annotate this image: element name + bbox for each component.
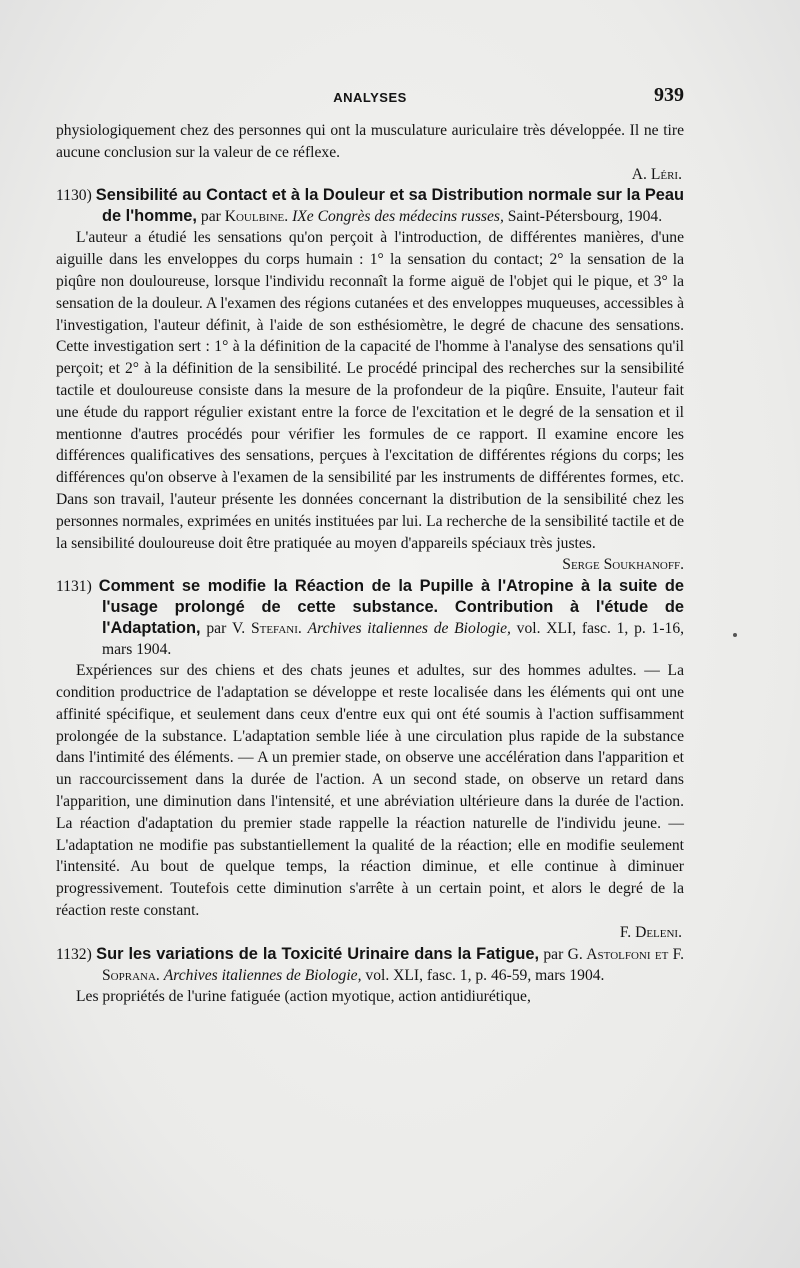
entry-signature: F. Deleni. <box>619 923 682 941</box>
entry-number: 1130) <box>56 187 92 205</box>
entry-number: 1132) <box>56 945 92 963</box>
entry-body-text: L'auteur a étudié les sensations qu'on perçoit à l'introduction, de différentes manières, d'une aiguille dans les enveloppes du corps humain : 1° la sensation du contact; 2° la sensation de la piqûre non douloureuse, lorsque l'individu reconnaît la forme aiguë de l'objet qui le pique, et 3° la sensation de la douleur. A l'examen des régions cutanées et des enveloppes muqueuses, accessibles à l'investigation, l'auteur définit, à l'aide de son esthésiomètre, le degré de chacune des sensations. Cette investigation sert : 1° à la définition de la capacité de l'homme à l'analyse des sensations qu'il perçoit; et 2° à la définition de la sensibilité. Le procédé principal des recherches sur la sensibilité tactile et douloureuse consiste dans la mesure de la profondeur de la piqûre. Ensuite, l'auteur fait une étude du rapport régulier existant entre la force de l'excitation et le degré de la sensation et il mentionne d'autres procédés pour vérifier les formules de ce rapport. Il examine encore les différences qualificatives des sensations, perçues à l'excitation de différentes régions du corps; les différences qu'on observe à l'examen de la sensibilité par les instruments de différentes formes, etc. Dans son travail, l'auteur présente les données concernant la distribution de la sensibilité chez les personnes normales, exprimées en unités instituées par lui. La recherche de la sensibilité tactile et de la sensibilité douloureuse doit être pratiquée au moyen d'appareils spéciaux très justes. <box>56 229 684 552</box>
entry-1132 <box>56 944 684 1008</box>
page-number: 939 <box>654 84 684 106</box>
entry-heading <box>56 576 684 660</box>
entry-1130 <box>56 185 684 576</box>
entry-title: Sensibilité au Contact et à la Douleur et sa Distribution normale sur la Peau de l'homme, <box>95 186 684 226</box>
entry-details: Saint-Pétersbourg, 1904. <box>507 208 663 226</box>
previous-analysis-text: physiologiquement chez des personnes qui ont la musculature auriculaire très développée. Il ne tire aucune conclusion sur la valeur de ce réflexe. <box>56 122 684 161</box>
page-header <box>56 86 684 110</box>
entry-title: Comment se modifie la Réaction de la Pupille à l'Atropine à la suite de l'usage prolongé de cette substance. Contribution à l'étude de l'Adaptation, <box>98 577 684 638</box>
entry-details: vol. XLI, fasc. 1, p. 1-16, mars 1904. <box>102 620 685 659</box>
entry-title: Sur les variations de la Toxicité Urinaire dans la Fatigue, <box>96 944 539 963</box>
margin-mark <box>733 633 737 637</box>
entry-number: 1131) <box>56 578 92 596</box>
previous-analysis-signature <box>56 164 684 186</box>
entry-1131 <box>56 576 684 943</box>
entry-authors: G. Astolfoni et F. Soprana. <box>102 945 684 984</box>
entry-authors: V. Stefani. <box>232 620 302 638</box>
page-content <box>56 120 684 1007</box>
entry-source: IXe Congrès des médecins russes, <box>292 208 504 226</box>
signature-text: A. Léri. <box>631 165 682 183</box>
entry-by: par <box>206 620 227 638</box>
entry-source: Archives italiennes de Biologie, <box>163 966 362 984</box>
entry-heading <box>56 944 684 986</box>
entry-body: Expériences sur des chiens et des chats jeunes et adultes, sur des hommes adultes. — La condition productrice de l'adaptation se développe et reste localisée dans les éléments qui ont une affinité spécifique, et seulement dans ceux d'entre eux qui ont été soumis à l'action suffisamment prolongée de la substance. L'adaptation semble liée à une circulation plus rapide de la substance dans l'intimité des éléments. — A un premier stade, on observe une accélération dans l'apparition et un raccourcissement dans la durée de l'action. A un second stade, on observe un retard dans l'apparition, une diminution dans l'intensité, et une abréviation ultérieure dans la durée de l'action. La réaction d'adaptation du premier stade rappelle la réaction naturelle de l'individu jeune. — L'adaptation ne modifie pas substantiellement la qualité de la réaction; elle en modifie seulement l'intensité. Au bout de quelque temps, la réaction diminue, et elle continue à diminuer progressivement. Toutefois cette diminution s'arrête à un certain point, et alors le degré de la réaction reste constant. <box>56 662 684 919</box>
entry-heading <box>56 185 684 227</box>
entry-by: par <box>543 945 564 963</box>
entry-signature: Serge Soukhanoff. <box>562 556 684 574</box>
entry-body: Les propriétés de l'urine fatiguée (action myotique, action antidiurétique, <box>76 987 531 1005</box>
entry-body <box>56 227 684 576</box>
running-head: ANALYSES <box>333 90 407 105</box>
entry-signature-line <box>56 922 684 944</box>
entry-source: Archives italiennes de Biologie, <box>307 620 511 638</box>
entry-authors: Koulbine. <box>224 208 289 226</box>
entry-by: par <box>200 208 221 226</box>
entry-details: vol. XLI, fasc. 1, p. 46-59, mars 1904. <box>365 966 605 984</box>
